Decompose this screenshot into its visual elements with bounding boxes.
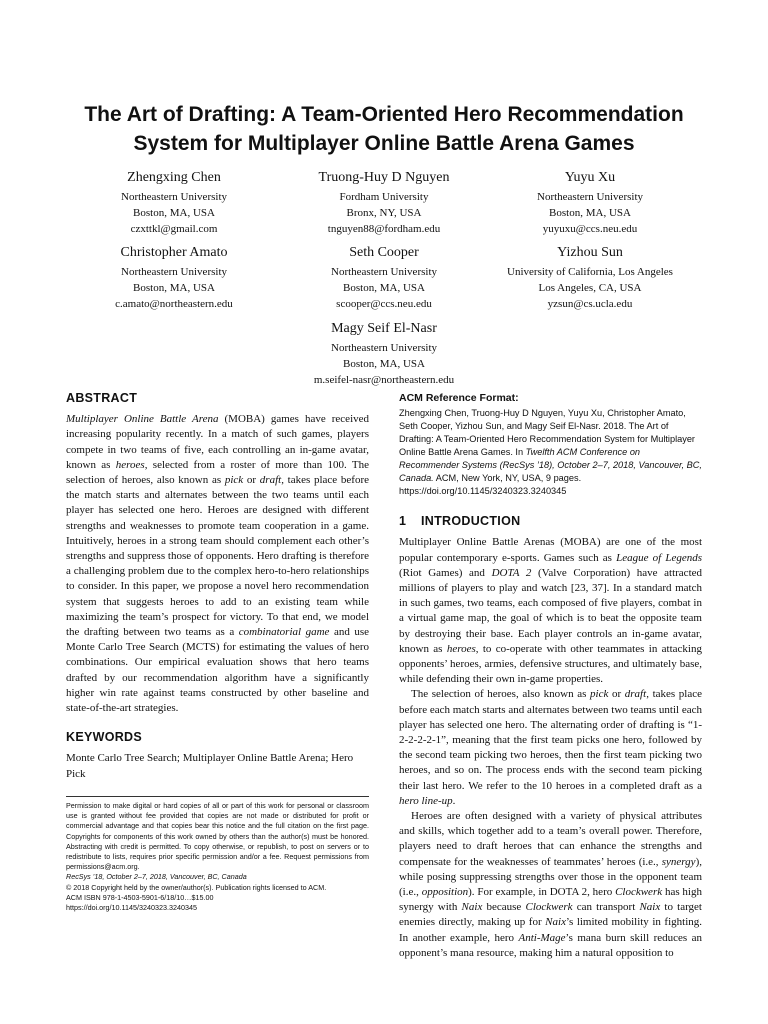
author-email[interactable]: yzsun@cs.ucla.edu xyxy=(547,298,633,310)
title-line-2: System for Multiplayer Online Battle Arena Games xyxy=(133,132,635,155)
author-affiliation: Northeastern University xyxy=(121,266,227,278)
author-location: Los Angeles, CA, USA xyxy=(538,282,642,294)
author-location: Boston, MA, USA xyxy=(133,207,215,219)
author-affiliation: Northeastern University xyxy=(331,342,437,354)
author-block xyxy=(460,243,720,312)
author-affiliation: University of California, Los Angeles xyxy=(507,266,673,278)
isbn: ACM ISBN 978-1-4503-5901-6/18/10…$15.00 xyxy=(66,892,214,902)
intro-paragraph-3: Heroes are often designed with a variety of physical attributes and skills, which together add to a team’s overall power. Therefore, players need to draft heroes that can enhance the strengths and compensate for the weaknesses of teammates’ heroes (i.e., synergy), while posing suppressing strengths over those in the opponent team (i.e., opposition). For example, in DOTA 2, hero Clockwerk has high synergy with Naix because Clockwerk can transport Naix to target enemies directly, making up for Naix’s limited mobility in fighting. In another example, hero Anti-Mage’s mana burn skill reduces an opponent’s mana resource, making him a natural opposition to xyxy=(399,810,703,959)
permission-notice xyxy=(66,796,369,913)
author-location: Boston, MA, USA xyxy=(133,282,215,294)
author-affiliation: Northeastern University xyxy=(121,191,227,203)
title-line-1: The Art of Drafting: A Team-Oriented Hero Recommendation xyxy=(84,103,684,126)
author-name: Yuyu Xu xyxy=(564,170,616,185)
author-affiliation: Northeastern University xyxy=(537,191,643,203)
author-name: Christopher Amato xyxy=(120,245,228,260)
author-name: Yizhou Sun xyxy=(557,245,623,260)
copyright: © 2018 Copyright held by the owner/author(s). Publication rights licensed to ACM. xyxy=(66,882,327,892)
author-email[interactable]: tnguyen88@fordham.edu xyxy=(327,223,441,235)
author-name: Truong-Huy D Nguyen xyxy=(318,170,450,185)
author-block xyxy=(254,319,514,388)
author-email[interactable]: c.amato@northeastern.edu xyxy=(115,298,233,310)
author-affiliation: Northeastern University xyxy=(331,266,437,278)
reference-format-text: Zhengxing Chen, Truong-Huy D Nguyen, Yuyu Xu, Christopher Amato, Seth Cooper, Yizhou Sun, and Magy Seif El-Nasr. 2018. The Art of Drafting: A Team-Oriented Hero Recommendation System for Multiplayer Online Battle Arena Games. In Twelfth ACM Conference on Recommender Systems (RecSys ’18), October 2–7, 2018, Vancouver, BC, Canada. ACM, New York, NY, USA, 9 pages. https://doi.org/10.1145/3240323.3240345 xyxy=(399,408,702,497)
left-column xyxy=(66,391,369,782)
author-email[interactable]: czxttkl@gmail.com xyxy=(130,223,218,235)
keywords-heading: KEYWORDS xyxy=(66,730,143,745)
author-email[interactable]: m.seifel-nasr@northeastern.edu xyxy=(313,374,455,386)
author-location: Boston, MA, USA xyxy=(343,282,425,294)
author-location: Boston, MA, USA xyxy=(549,207,631,219)
intro-paragraph-1: Multiplayer Online Battle Arenas (MOBA) are one of the most popular contemporary e-sports. Games such as League of Legends (Riot Games) and DOTA 2 (Valve Corporation) have attracted millions of players to play and watch [23, 37]. In a standard match in such games, two teams, each composed of five players, combat in a virtual game map, the goal of which is to beat the opposite team by destroying their base. Each player controls an in-game avatar, known as heroes, to co-operate with other teammates in attacking opponents’ heroes, armies, defensive structures, and ultimately base, while defending their own in-game properties. xyxy=(399,536,703,686)
abstract-heading: ABSTRACT xyxy=(66,391,138,405)
keywords-text: Monte Carlo Tree Search; Multiplayer Online Battle Arena; Hero Pick xyxy=(66,752,354,780)
author-name: Seth Cooper xyxy=(349,245,419,260)
author-location: Bronx, NY, USA xyxy=(346,207,422,219)
venue: RecSys ’18, October 2–7, 2018, Vancouver, BC, Canada xyxy=(66,872,247,882)
reference-format-heading: ACM Reference Format: xyxy=(399,392,519,404)
intro-paragraph-2: The selection of heroes, also known as pick or draft, takes place before each match starts and alternates between two teams until each player has selected one hero. The alternating order of drafting is “1-2-2-2-2-1”, meaning that the first team picks one hero, followed by the second team picking two heroes, then the first team picking two heroes, and so on. The process ends with the second team picking their last hero. We refer to the 10 heroes in a completed draft as a hero line-up. xyxy=(399,688,702,807)
author-block xyxy=(460,168,720,237)
author-email[interactable]: scooper@ccs.neu.edu xyxy=(336,298,432,310)
author-affiliation: Fordham University xyxy=(339,191,429,203)
paper-title xyxy=(0,100,768,158)
author-email[interactable]: yuyuxu@ccs.neu.edu xyxy=(542,223,638,235)
doi-link[interactable]: https://doi.org/10.1145/3240323.3240345 xyxy=(66,903,197,913)
author-name: Magy Seif El-Nasr xyxy=(331,321,437,336)
introduction-heading: 1 INTRODUCTION xyxy=(399,514,521,529)
abstract-text: Multiplayer Online Battle Arena (MOBA) games have received increasing popularity recently. In a match of such games, players compete in two teams of five, each controlling an in-game avatar, known as heroes, selected from a roster of more than 100. The selection of heroes, also known as pick or draft, takes place before the match starts and alternates between the two teams until each player has selected one hero. Heroes are designed with different strengths and weaknesses to promote team cooperation in a game. Intuitively, heroes in a strong team should complement each other’s strengths and suppress those of opponents. Hero drafting is therefore a challenging problem due to the complex hero-to-hero relationships to consider. In this paper, we propose a novel hero recommendation system that suggests heroes to add to an existing team while maximizing the team’s prospect for victory. To that end, we model the drafting between two teams as a combinatorial game and use Monte Carlo Tree Search (MCTS) for estimating the values of hero combinations. Our empirical evaluation shows that hero teams drafted by our recommendation algorithm have a significantly higher win rate against teams constructed by other baseline and state-of-the-art strategies. xyxy=(66,413,370,715)
author-name: Zhengxing Chen xyxy=(127,170,221,185)
permission-text: Permission to make digital or hard copies of all or part of this work for personal or classroom use is granted without fee provided that copies are not made or distributed for profit or commercial advantage and that copies bear this notice and the full citation on the first page. Copyrights for components of this work owned by others than the author(s) must be honored. Abstracting with credit is permitted. To copy otherwise, or republish, to post on servers or to redistribute to lists, requires prior specific permission and/or a fee. Request permissions from permissions@acm.org. xyxy=(66,801,369,872)
author-location: Boston, MA, USA xyxy=(343,358,425,370)
right-column xyxy=(399,391,702,961)
